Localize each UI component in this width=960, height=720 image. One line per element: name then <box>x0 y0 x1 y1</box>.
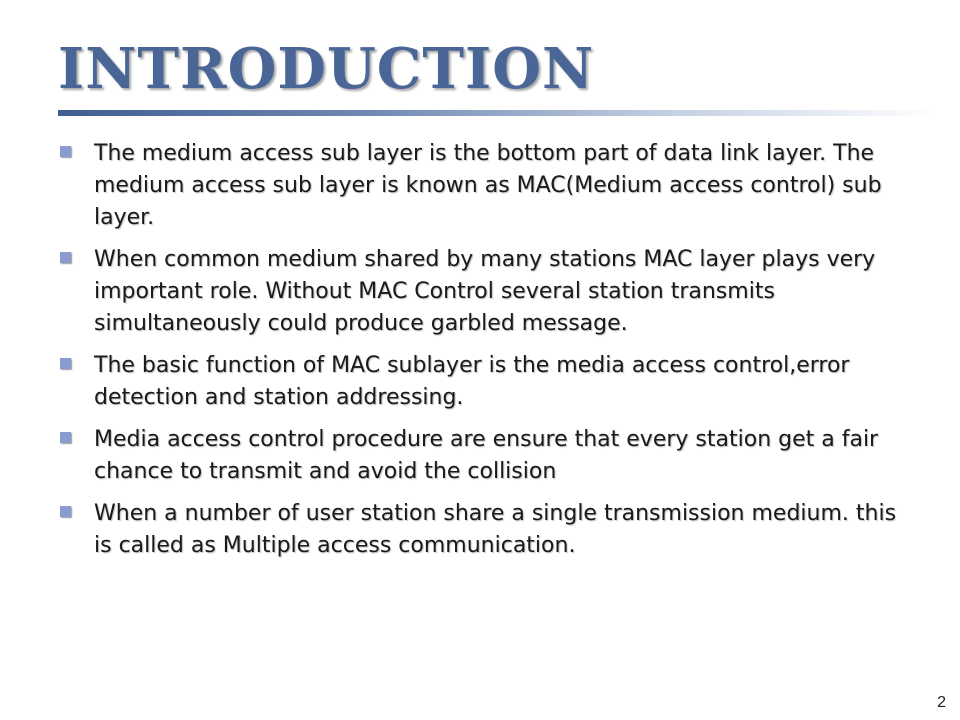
bullet-text: The basic function of MAC sublayer is the media access control,error detection and station addressing. <box>94 353 850 410</box>
bullet-item <box>58 350 898 414</box>
square-bullet-icon <box>60 146 71 157</box>
bullet-item <box>58 138 898 234</box>
page-number: 2 <box>937 694 946 711</box>
bullet-list <box>58 138 898 572</box>
bullet-text: The medium access sub layer is the bottom part of data link layer. The medium access sub layer is known as MAC(Medium access control) sub layer. <box>94 141 882 230</box>
bullet-item <box>58 424 898 488</box>
square-bullet-icon <box>60 432 71 443</box>
square-bullet-icon <box>60 358 71 369</box>
bullet-text: When common medium shared by many stations MAC layer plays very important role. Without MAC Control several station transmits simultaneously could produce garbled message. <box>94 247 876 336</box>
bullet-item <box>58 498 898 562</box>
square-bullet-icon <box>60 506 71 517</box>
square-bullet-icon <box>60 252 71 263</box>
bullet-item <box>58 244 898 340</box>
title-underline <box>58 110 938 116</box>
slide-title: INTRODUCTION <box>58 36 595 102</box>
bullet-text: Media access control procedure are ensure that every station get a fair chance to transmit and avoid the collision <box>94 427 879 484</box>
bullet-text: When a number of user station share a single transmission medium. this is called as Multiple access communication. <box>94 501 897 558</box>
